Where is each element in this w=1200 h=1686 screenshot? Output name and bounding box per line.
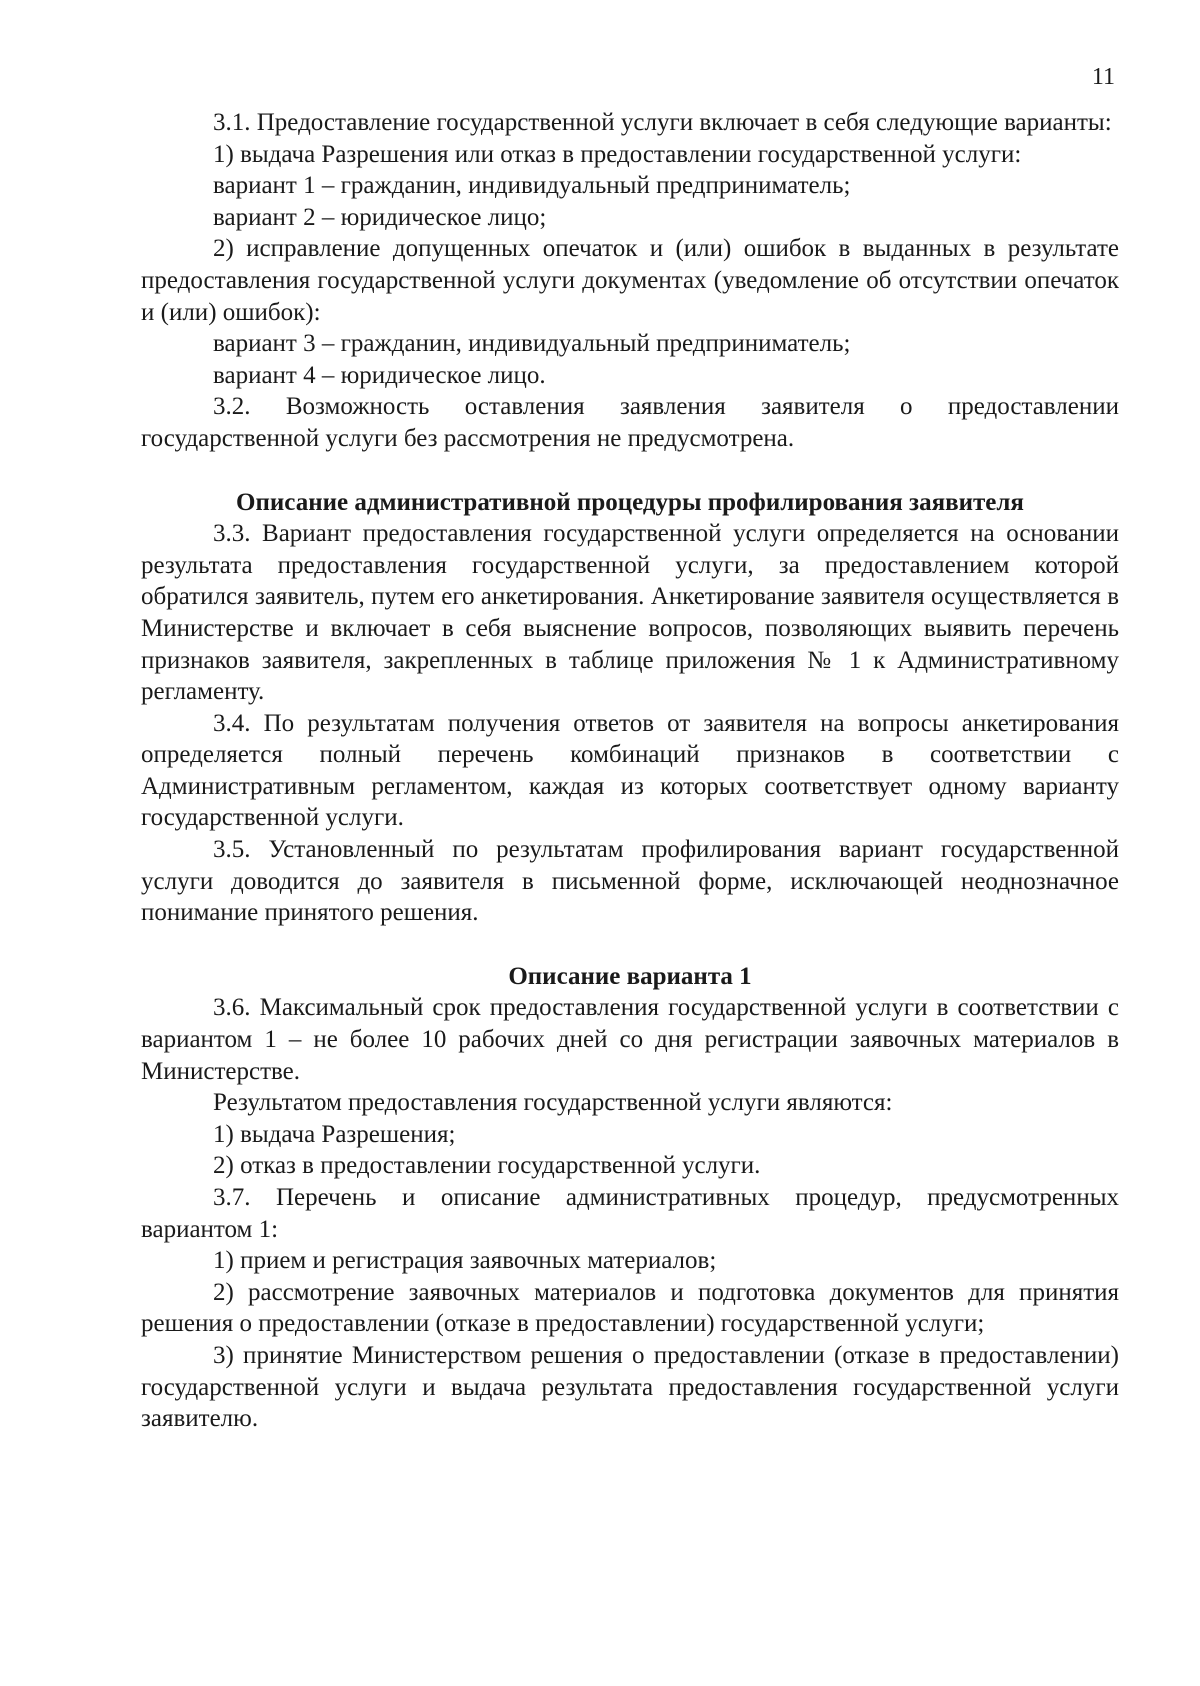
paragraph-3-4: 3.4. По результатам получения ответов от заявителя на вопросы анкетирования определяется полный перечень комбинаций признаков в соответствии с Административным регламентом, каждая из которых соответствует одному варианту государственной услуги. bbox=[141, 709, 1119, 832]
paragraph-option-1: 1) выдача Разрешения или отказ в предоставлении государственной услуги: bbox=[213, 140, 1022, 168]
paragraph-option-2: 2) исправление допущенных опечаток и (или) ошибок в выданных в результате предоставления государственной услуги документах (уведомление об отсутствии опечаток и (или) ошибок): bbox=[141, 235, 1119, 326]
paragraph-variant-2: вариант 2 – юридическое лицо; bbox=[213, 203, 547, 231]
paragraph-variant-1: вариант 1 – гражданин, индивидуальный предприниматель; bbox=[213, 172, 851, 200]
paragraph-variant-4: вариант 4 – юридическое лицо. bbox=[213, 361, 546, 389]
spacer bbox=[141, 929, 1119, 961]
paragraph-result-intro: Результатом предоставления государственной услуги являются: bbox=[213, 1089, 893, 1117]
paragraph-result-1: 1) выдача Разрешения; bbox=[213, 1120, 456, 1148]
page-number: 11 bbox=[1091, 64, 1115, 90]
paragraph-procedure-2: 2) рассмотрение заявочных материалов и подготовка документов для принятия решения о предоставлении (отказе в предоставлении) государственной услуги; bbox=[141, 1278, 1119, 1338]
paragraph-variant-3: вариант 3 – гражданин, индивидуальный предприниматель; bbox=[213, 330, 851, 358]
document-body bbox=[141, 107, 1119, 1435]
spacer bbox=[141, 455, 1119, 487]
paragraph-3-7: 3.7. Перечень и описание административных процедур, предусмотренных вариантом 1: bbox=[141, 1184, 1119, 1243]
paragraph-3-3: 3.3. Вариант предоставления государственной услуги определяется на основании результата предоставления государственной услуги, за предоставлением которой обратился заявитель, путем его анкетирования. Анкетирование заявителя осуществляется в Министерстве и включает в себя выяснение вопросов, позволяющих выявить перечень признаков заявителя, закрепленных в таблице приложения № 1 к Административному регламенту. bbox=[141, 520, 1119, 706]
heading-variant-1: Описание варианта 1 bbox=[508, 962, 752, 990]
paragraph-procedure-3: 3) принятие Министерством решения о предоставлении (отказе в предоставлении) государственной услуги и выдача результата предоставления государственной услуги заявителю. bbox=[141, 1341, 1119, 1433]
paragraph-result-2: 2) отказ в предоставлении государственной услуги. bbox=[213, 1152, 761, 1180]
paragraph-3-1: 3.1. Предоставление государственной услуги включает в себя следующие варианты: bbox=[213, 109, 1112, 136]
heading-profiling: Описание административной процедуры профилирования заявителя bbox=[236, 488, 1024, 516]
paragraph-3-2: 3.2. Возможность оставления заявления заявителя о предоставлении государственной услуги без рассмотрения не предусмотрена. bbox=[141, 393, 1119, 452]
paragraph-3-6: 3.6. Максимальный срок предоставления государственной услуги в соответствии с вариантом 1 – не более 10 рабочих дней со дня регистрации заявочных материалов в Министерстве. bbox=[141, 994, 1119, 1085]
paragraph-procedure-1: 1) прием и регистрация заявочных материалов; bbox=[213, 1247, 717, 1275]
paragraph-3-5: 3.5. Установленный по результатам профилирования вариант государственной услуги доводится до заявителя в письменной форме, исключающей неоднозначное понимание принятого решения. bbox=[141, 836, 1119, 927]
